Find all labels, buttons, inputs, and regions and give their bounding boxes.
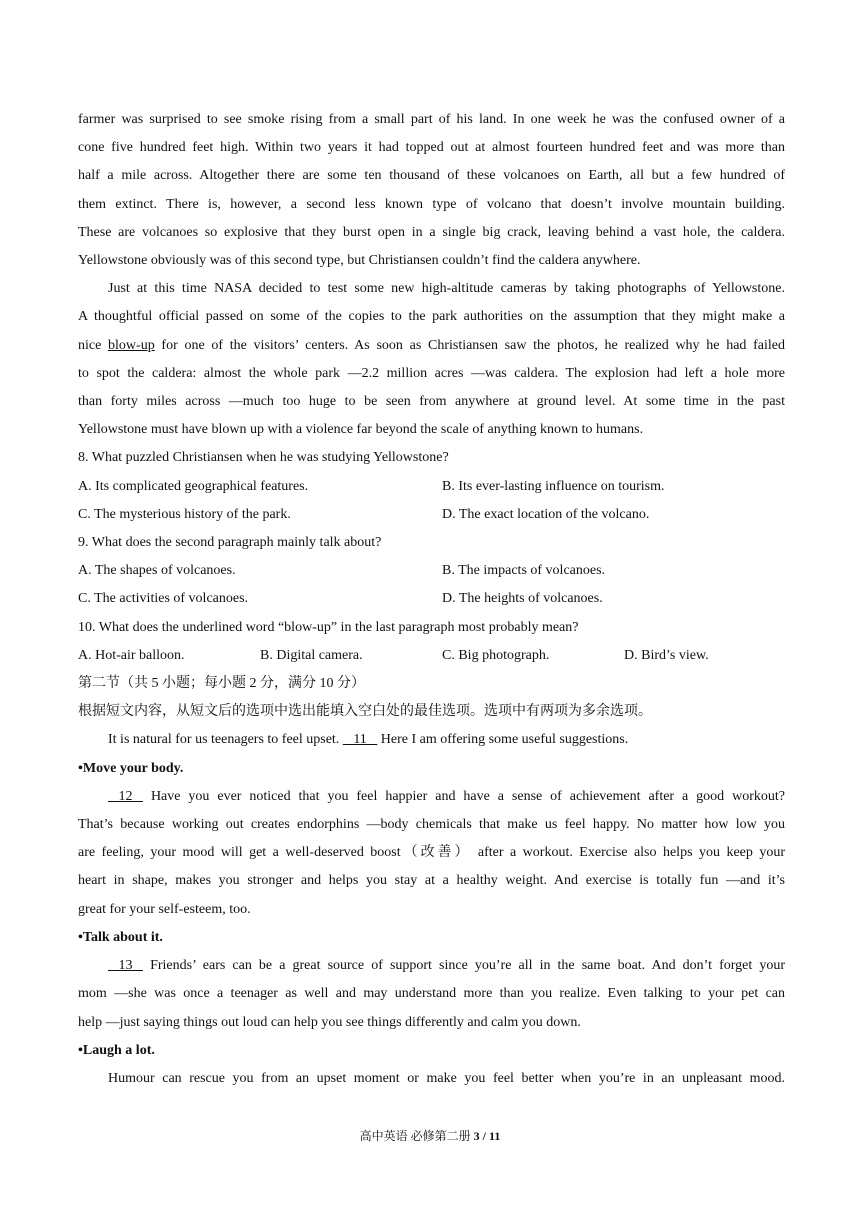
text-line: That’s because working out creates endorphins —body chemicals that make us feel happy. No matter how low you (78, 817, 785, 833)
blank-13: 13 (108, 958, 143, 974)
text-line: farmer was surprised to see smoke rising from a small part of his land. In one week he was the confused owner of a (78, 112, 785, 127)
text-span: for one of the visitors’ centers. As soon as Christiansen saw the photos, he realized why he had failed (154, 337, 785, 353)
section-instruction: 根据短文内容，从短文后的选项中选出能填入空白处的最佳选项。选项中有两项为多余选项。 (78, 704, 652, 720)
option-c: C. Big photograph. (442, 647, 550, 663)
question-stem: 9. What does the second paragraph mainly talk about? (78, 535, 382, 551)
text-line: Yellowstone must have blown up with a violence far beyond the scale of anything known to humans. (78, 422, 644, 438)
passage-paragraph (78, 275, 785, 444)
blank-12: 12 (108, 788, 143, 804)
text-line: heart in shape, makes you stronger and helps you stay at a healthy weight. And exercise is totally fun —and it’s (78, 873, 785, 889)
section-2 (78, 670, 785, 1093)
footer-text: 高中英语 必修第二册 (359, 1129, 474, 1143)
option-a: A. The shapes of volcanoes. (78, 563, 236, 579)
option-b: B. Digital camera. (260, 647, 363, 663)
text-line (78, 952, 785, 980)
question-9 (78, 529, 785, 614)
intro-line (78, 726, 785, 754)
text-line: Just at this time NASA decided to test some new high-altitude cameras by taking photographs of Yellowstone. (108, 281, 785, 297)
text-line (78, 332, 785, 360)
option-c: C. The activities of volcanoes. (78, 591, 249, 607)
option-row (78, 557, 785, 585)
option-b: B. The impacts of volcanoes. (442, 563, 606, 579)
text-line: cone five hundred feet high. Within two years it had topped out at almost fourteen hundred feet and was more than (78, 140, 785, 156)
option-c: C. The mysterious history of the park. (78, 506, 291, 522)
text-span: nice (78, 337, 109, 353)
subheading-laugh-a-lot: •Laugh a lot. (78, 1042, 155, 1058)
section-title: 第二节（共 5 小题；每小题 2 分，满分 10 分） (78, 676, 365, 692)
text-span: Have you ever noticed that you feel happier and have a sense of achievement after a good workout? (143, 788, 785, 804)
subheading-talk-about-it: •Talk about it. (78, 929, 163, 945)
text-line: are feeling, your mood will get a well-deserved boost（改善） after a workout. Exercise also helps you keep your (78, 845, 785, 861)
text-span: It is natural for us teenagers to feel upset. (108, 732, 343, 748)
text-span: Friends’ ears can be a great source of support since you’re all in the same boat. And don’t forget your (143, 958, 785, 974)
question-10 (78, 614, 785, 670)
option-row (78, 501, 785, 529)
option-d: D. The exact location of the volcano. (442, 506, 650, 522)
text-line: mom —she was once a teenager as well and may understand more than you realize. Even talking to your pet can (78, 986, 785, 1002)
text-line: help —just saying things out loud can help you see things differently and calm you down. (78, 1014, 581, 1030)
question-stem: 10. What does the underlined word “blow-up” in the last paragraph most probably mean? (78, 619, 579, 635)
text-line: Yellowstone obviously was of this second type, but Christiansen couldn’t find the caldera anywhere. (78, 253, 641, 269)
passage-paragraph (78, 106, 785, 275)
text-line: great for your self-esteem, too. (78, 901, 251, 917)
underlined-word: blow-up (108, 337, 155, 353)
text-line: than forty miles across —much too huge to be seen from anywhere at ground level. At some time in the past (78, 394, 785, 410)
page-number: 3 / 11 (473, 1129, 501, 1143)
option-a: A. Its complicated geographical features. (78, 478, 309, 494)
option-row (78, 642, 785, 670)
question-8 (78, 444, 785, 529)
option-a: A. Hot-air balloon. (78, 647, 185, 663)
text-line: half a mile across. Altogether there are some ten thousand of these volcanoes on Earth, all but a few hundred of (78, 168, 785, 184)
option-row (78, 473, 785, 501)
text-line: to spot the caldera: almost the whole park —2.2 million acres —was caldera. The explosion had left a hole more (78, 365, 785, 381)
question-stem: 8. What puzzled Christiansen when he was studying Yellowstone? (78, 450, 449, 466)
page-footer (0, 1127, 860, 1144)
text-line: A thoughtful official passed on some of the copies to the park authorities on the assumption that they might make a (78, 309, 785, 325)
blank-11: 11 (342, 732, 378, 748)
option-d: D. Bird’s view. (624, 647, 709, 663)
option-d: D. The heights of volcanoes. (442, 591, 603, 607)
text-line (78, 783, 785, 811)
subheading-move-your-body: •Move your body. (78, 760, 184, 776)
option-row (78, 585, 785, 613)
option-b: B. Its ever-lasting influence on tourism. (442, 478, 665, 494)
text-line: them extinct. There is, however, a second less known type of volcano that doesn’t involve mountain building. (78, 196, 785, 212)
page-content (78, 106, 785, 1093)
text-span: Here I am offering some useful suggestions. (377, 732, 629, 748)
text-line: These are volcanoes so explosive that they burst open in a single big crack, leaving behind a vast hole, the caldera. (78, 224, 785, 240)
text-line: Humour can rescue you from an upset moment or make you feel better when you’re in an unpleasant mood. (108, 1070, 785, 1086)
